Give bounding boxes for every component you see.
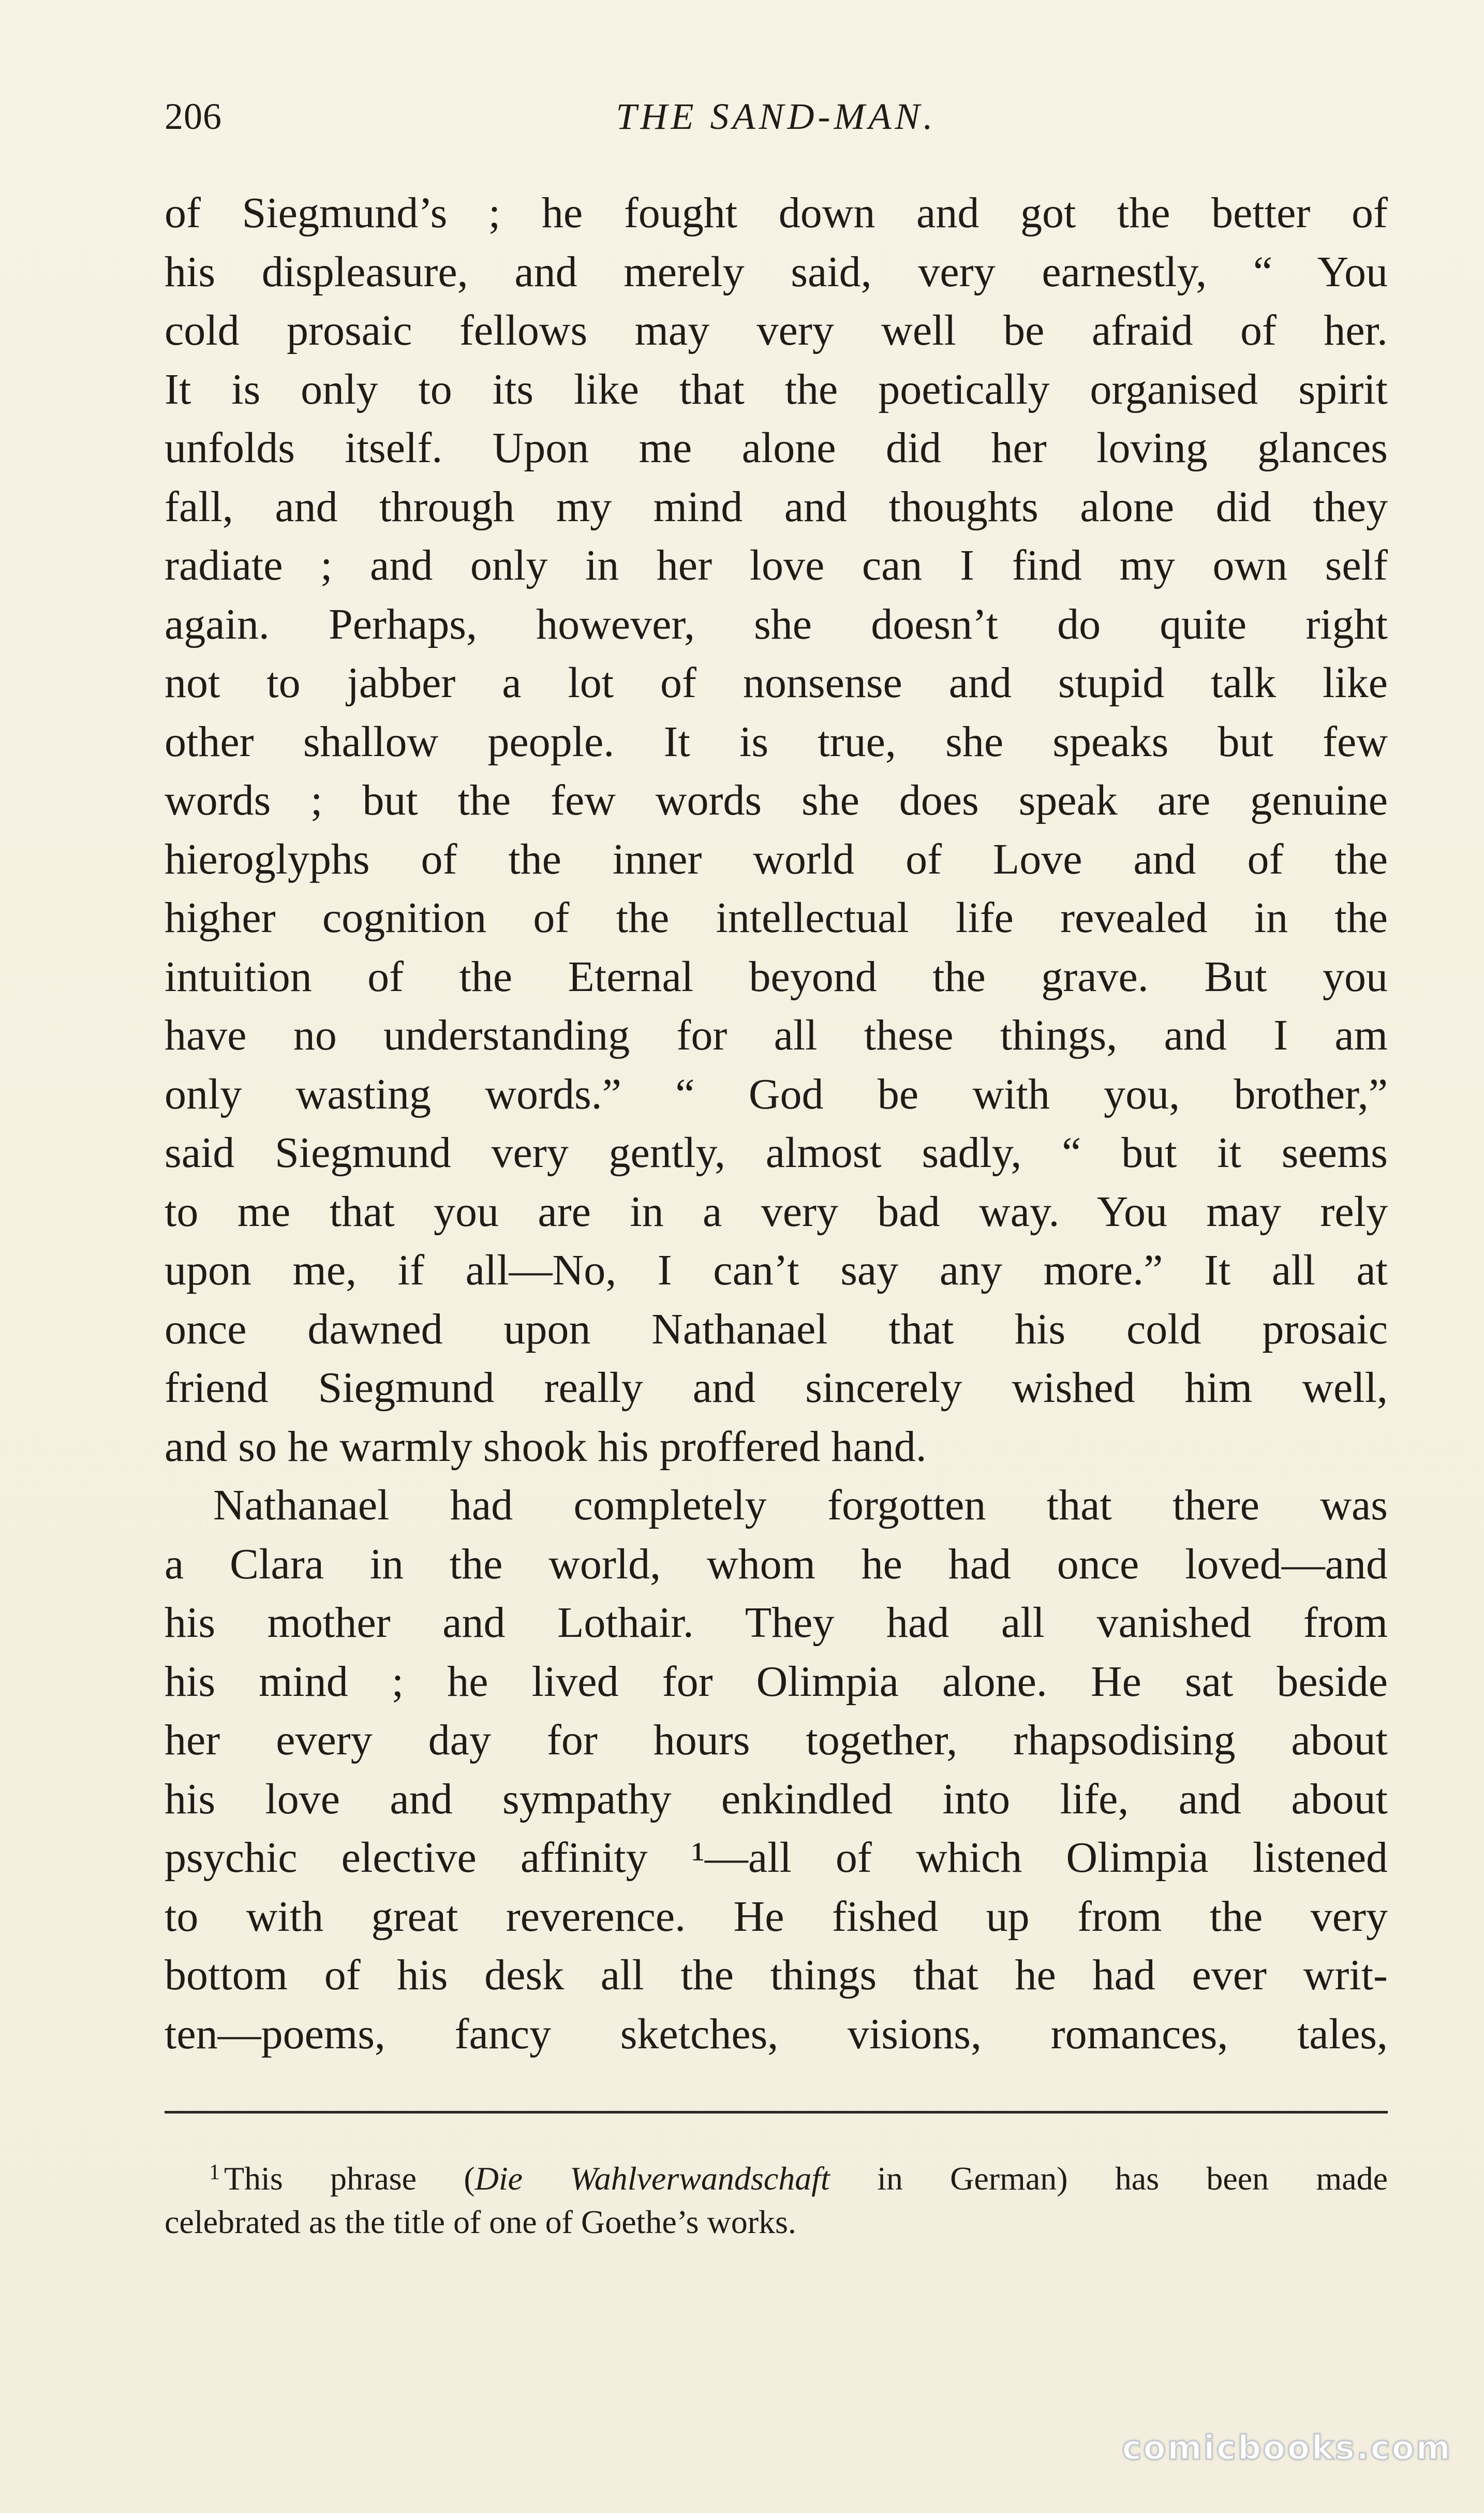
text-line: not to jabber a lot of nonsense and stupid talk like <box>165 659 1388 707</box>
text-line: friend Siegmund really and sincerely wished him well, <box>165 1364 1388 1412</box>
text-line: his displeasure, and merely said, very earnestly, “ You <box>165 247 1388 296</box>
text-line: his love and sympathy enkindled into life, and about <box>165 1775 1388 1823</box>
page-number: 206 <box>165 96 222 137</box>
footnote-text: This phrase ( <box>224 2160 475 2197</box>
footnote-text: in German) has been made <box>829 2160 1388 2197</box>
text-line: radiate ; and only in her love can I find my own self <box>165 541 1388 589</box>
text-line: intuition of the Eternal beyond the grave. But you <box>165 952 1388 1001</box>
footnote-rule <box>165 2111 1388 2113</box>
text-line: to with great reverence. He fished up from the very <box>165 1892 1388 1941</box>
body-text <box>165 184 1388 2063</box>
text-line: words ; but the few words she does speak are genuine <box>165 776 1388 824</box>
running-head <box>165 88 1388 145</box>
text-line: hieroglyphs of the inner world of Love and of the <box>165 835 1388 883</box>
text-line: to me that you are in a very bad way. You may rely <box>165 1187 1388 1236</box>
footnote-line <box>165 2148 1388 2197</box>
text-line: fall, and through my mind and thoughts alone did they <box>165 482 1388 531</box>
text-line: ten—poems, fancy sketches, visions, romances, tales, <box>165 2009 1388 2058</box>
text-line: a Clara in the world, whom he had once loved—and <box>165 1540 1388 1588</box>
text-line: higher cognition of the intellectual life revealed in the <box>165 894 1388 942</box>
text-line: said Siegmund very gently, almost sadly, “ but it seems <box>165 1129 1388 1177</box>
text-line: upon me, if all—No, I can’t say any more.” It all at <box>165 1246 1388 1294</box>
text-line: his mother and Lothair. They had all vanished from <box>165 1599 1388 1647</box>
watermark-logo: comicbooks.com <box>1122 2429 1452 2467</box>
footnote <box>165 2148 1388 2247</box>
text-line: other shallow people. It is true, she speaks but few <box>165 717 1388 766</box>
footnote-line: celebrated as the title of one of Goethe’s works. <box>165 2204 796 2240</box>
text-line: psychic elective affinity ¹—all of which Olimpia listened <box>165 1834 1388 1882</box>
text-line: unfolds itself. Upon me alone did her loving glances <box>165 424 1388 472</box>
running-title: THE SAND-MAN. <box>616 96 937 137</box>
text-line: her every day for hours together, rhapsodising about <box>165 1716 1388 1764</box>
text-line: once dawned upon Nathanael that his cold prosaic <box>165 1305 1388 1353</box>
paragraph-end-line: and so he warmly shook his proffered hand. <box>165 1422 927 1471</box>
text-line: only wasting words.” “ God be with you, brother,” <box>165 1070 1388 1118</box>
text-line: again. Perhaps, however, she doesn’t do quite right <box>165 600 1388 648</box>
footnote-italic-title: Die Wahlverwandschaft <box>474 2160 830 2197</box>
text-line: of Siegmund’s ; he fought down and got the better of <box>165 189 1388 237</box>
text-line: his mind ; he lived for Olimpia alone. He sat beside <box>165 1657 1388 1706</box>
text-line: have no understanding for all these things, and I am <box>165 1011 1388 1059</box>
text-line: bottom of his desk all the things that he had ever writ- <box>165 1951 1388 1999</box>
text-line: cold prosaic fellows may very well be afraid of her. <box>165 306 1388 354</box>
text-line: It is only to its like that the poetically organised spirit <box>165 365 1388 413</box>
footnote-marker: 1 <box>209 2161 220 2184</box>
paragraph-start-line: Nathanael had completely forgotten that there was <box>213 1481 1388 1529</box>
